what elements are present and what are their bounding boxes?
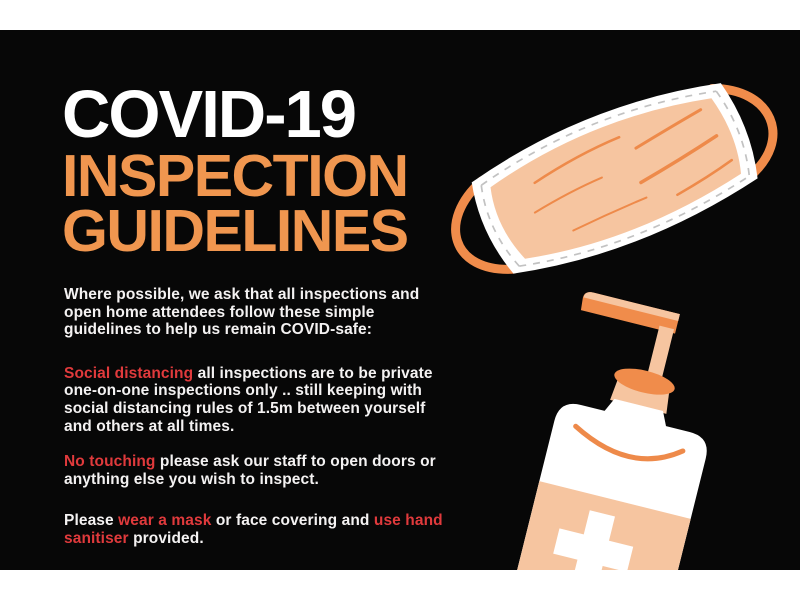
poster-title — [62, 77, 408, 264]
face-covering-text: or face covering and — [211, 512, 374, 530]
no-touching-text: please ask our staff to open doors or anything else you wish to inspect. — [64, 453, 436, 488]
face-mask-icon — [425, 48, 800, 298]
intro-text: Where possible, we ask that all inspections and open home attendees follow these simple guidelines to help us remain COVID-safe: — [64, 286, 420, 339]
guideline-no-touching — [64, 453, 456, 488]
please-text: Please — [64, 512, 119, 530]
wear-a-mask-highlight: wear a mask — [118, 512, 212, 530]
guidelines-body — [64, 286, 456, 548]
title-line-guidelines: GUIDELINES — [62, 198, 408, 264]
social-distancing-text: all inspections are to be private one-on-one inspections only .. still keeping with social distancing rules of 1.5m between yourself and others at all times. — [64, 364, 433, 435]
social-distancing-highlight: Social distancing — [64, 364, 198, 382]
title-line-inspection: INSPECTION — [62, 143, 408, 209]
covid-guidelines-poster — [0, 30, 800, 570]
guideline-mask-sanitiser — [64, 512, 456, 547]
hand-sanitiser-icon — [460, 278, 740, 570]
provided-text: provided. — [128, 529, 204, 547]
use-hand-sanitiser-highlight: use hand sanitiser — [64, 512, 443, 547]
no-touching-highlight: No touching — [64, 453, 160, 471]
guideline-social-distancing — [64, 365, 456, 435]
intro-paragraph — [64, 286, 456, 339]
title-line-covid19: COVID-19 — [62, 77, 356, 152]
